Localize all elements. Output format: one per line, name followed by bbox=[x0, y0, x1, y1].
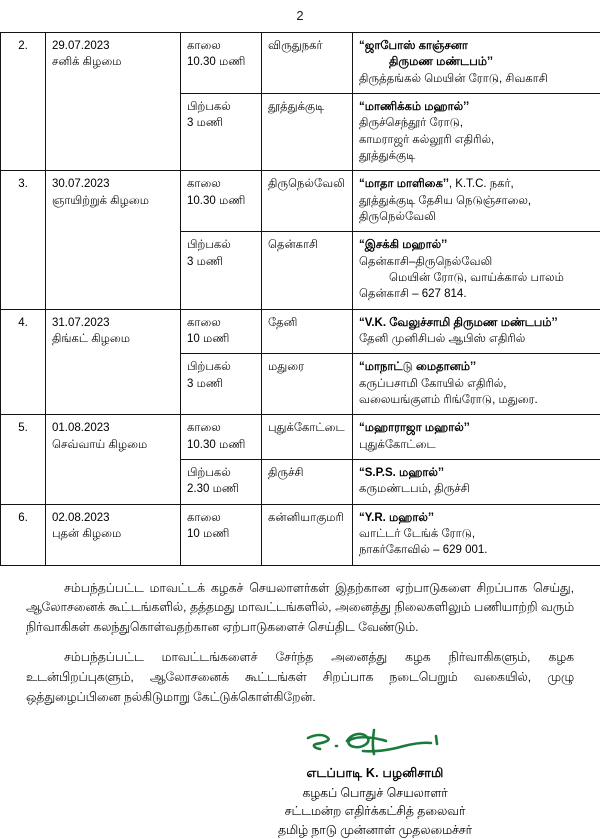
page-number: 2 bbox=[0, 0, 600, 32]
time-label: பிற்பகல் bbox=[187, 237, 255, 253]
row-venue-cell bbox=[353, 171, 600, 232]
venue-address-line: வலையங்குளம் ரிங்ரோடு, மதுரை. bbox=[359, 392, 599, 408]
row-date-cell bbox=[46, 504, 181, 565]
row-time-cell bbox=[181, 354, 262, 415]
venue-name: “மாதா மாளிகை’’ bbox=[359, 178, 449, 190]
time-value: 2.30 மணி bbox=[187, 481, 255, 497]
time-label: பிற்பகல் bbox=[187, 465, 255, 481]
venue-name: “Y.R. மஹால்’’ bbox=[359, 510, 599, 526]
row-date: 31.07.2023 bbox=[52, 315, 174, 331]
signatory-title-2: சட்டமன்ற எதிர்க்கட்சித் தலைவர் bbox=[278, 802, 472, 820]
table-row bbox=[1, 309, 600, 354]
time-label: காலை bbox=[187, 315, 255, 331]
row-time-cell bbox=[181, 309, 262, 354]
row-day: சனிக் கிழமை bbox=[52, 54, 174, 70]
row-time-cell bbox=[181, 171, 262, 232]
row-day: ஞாயிற்றுக் கிழமை bbox=[52, 193, 174, 209]
row-date-cell bbox=[46, 415, 181, 504]
venue-address-line: கருமண்டபம், திருச்சி bbox=[359, 481, 599, 497]
venue-address-line: தூத்துக்குடி தேசிய நெடுஞ்சாலை, bbox=[359, 193, 599, 209]
row-serial-number: 6. bbox=[1, 504, 46, 565]
row-date: 02.08.2023 bbox=[52, 510, 174, 526]
venue-name-line2: திருமண மண்டபம்’’ bbox=[359, 54, 599, 70]
venue-address-line: புதுக்கோட்டை bbox=[359, 437, 599, 453]
row-time-cell bbox=[181, 93, 262, 170]
row-serial-number: 4. bbox=[1, 309, 46, 415]
venue-name: “மஹாராஜா மஹால்’’ bbox=[359, 420, 599, 436]
row-serial-number: 5. bbox=[1, 415, 46, 504]
row-venue-cell bbox=[353, 232, 600, 309]
row-place: கன்னியாகுமரி bbox=[262, 504, 353, 565]
venue-address-line: மெயின் ரோடு, வாய்க்கால் பாலம் bbox=[359, 270, 599, 286]
row-place: திருச்சி bbox=[262, 459, 353, 504]
row-time-cell bbox=[181, 33, 262, 94]
time-value: 10.30 மணி bbox=[187, 54, 255, 70]
venue-name: “மாநாட்டு மைதானம்’’ bbox=[359, 359, 599, 375]
venue-address-line: திருச்செந்தூர் ரோடு, bbox=[359, 115, 599, 131]
row-day: புதன் கிழமை bbox=[52, 526, 174, 542]
row-date-cell bbox=[46, 33, 181, 171]
row-venue-cell bbox=[353, 33, 600, 94]
venue-address-line: தேனி முனிசிபல் ஆபிஸ் எதிரில் bbox=[359, 331, 599, 347]
row-day: திங்கட் கிழமை bbox=[52, 331, 174, 347]
row-venue-cell bbox=[353, 459, 600, 504]
time-value: 3 மணி bbox=[187, 115, 255, 131]
venue-name: “V.K. வேலுச்சாமி திருமண மண்டபம்’’ bbox=[359, 315, 599, 331]
time-label: காலை bbox=[187, 510, 255, 526]
venue-name-suffix: , K.T.C. நகர், bbox=[449, 178, 514, 190]
table-row bbox=[1, 33, 600, 94]
row-serial-number: 3. bbox=[1, 171, 46, 309]
venue-address-line: வாட்டர் டேங்க் ரோடு, bbox=[359, 526, 599, 542]
row-venue-cell bbox=[353, 93, 600, 170]
venue-address-line: நாகர்கோவில் – 629 001. bbox=[359, 542, 599, 558]
row-time-cell bbox=[181, 232, 262, 309]
body-copy bbox=[26, 566, 574, 708]
time-value: 10 மணி bbox=[187, 526, 255, 542]
venue-address-line: கருப்பசாமி கோயில் எதிரில், bbox=[359, 376, 599, 392]
schedule-table bbox=[0, 32, 600, 566]
venue-name: “S.P.S. மஹால்’’ bbox=[359, 465, 599, 481]
time-value: 3 மணி bbox=[187, 376, 255, 392]
table-row bbox=[1, 171, 600, 232]
row-place: தூத்துக்குடி bbox=[262, 93, 353, 170]
time-label: காலை bbox=[187, 176, 255, 192]
venue-name: “மாணிக்கம் மஹால்’’ bbox=[359, 99, 599, 115]
row-place: திருநெல்வேலி bbox=[262, 171, 353, 232]
row-place: தென்காசி bbox=[262, 232, 353, 309]
row-day: செவ்வாய் கிழமை bbox=[52, 437, 174, 453]
row-place: மதுரை bbox=[262, 354, 353, 415]
row-venue-cell bbox=[353, 415, 600, 460]
time-value: 10.30 மணி bbox=[187, 193, 255, 209]
row-venue-cell bbox=[353, 309, 600, 354]
row-time-cell bbox=[181, 459, 262, 504]
signatory-title-3: தமிழ் நாடு முன்னாள் முதலமைச்சர் bbox=[278, 821, 472, 839]
paragraph-request: சம்பந்தப்பட்ட மாவட்டங்களைச் சேர்ந்த அனைத்து கழக நிர்வாகிகளும், கழக உடன்பிறப்புகளும், ஆலோசனைக் கூட்டங்கள் சிறப்பாக நடைபெறும் வகையில், முழு ஒத்துழைப்பினை நல்கிடுமாறு கேட்டுக்கொள்கிறேன். bbox=[26, 648, 574, 708]
venue-address-line: காமராஜர் கல்லூரி எதிரில், bbox=[359, 132, 599, 148]
row-time-cell bbox=[181, 504, 262, 565]
signature-image bbox=[278, 724, 472, 764]
row-time-cell bbox=[181, 415, 262, 460]
signatory-title-1: கழகப் பொதுச் செயலாளர் bbox=[278, 784, 472, 802]
table-row bbox=[1, 504, 600, 565]
row-date-cell bbox=[46, 309, 181, 415]
time-value: 10.30 மணி bbox=[187, 437, 255, 453]
venue-address-line: திருத்தங்கல் மெயின் ரோடு, சிவகாசி bbox=[359, 71, 599, 87]
row-place: தேனி bbox=[262, 309, 353, 354]
venue-name: “ஜாபோஸ் காஞ்சனா bbox=[359, 38, 599, 54]
venue-address-line: தூத்துக்குடி bbox=[359, 148, 599, 164]
time-value: 10 மணி bbox=[187, 331, 255, 347]
row-venue-cell bbox=[353, 354, 600, 415]
row-serial-number: 2. bbox=[1, 33, 46, 171]
row-venue-cell bbox=[353, 504, 600, 565]
time-label: பிற்பகல் bbox=[187, 359, 255, 375]
row-date: 01.08.2023 bbox=[52, 420, 174, 436]
time-value: 3 மணி bbox=[187, 254, 255, 270]
row-date: 29.07.2023 bbox=[52, 38, 174, 54]
row-place: விருதுநகர் bbox=[262, 33, 353, 94]
signatory-name: எடப்பாடி K. பழனிசாமி bbox=[278, 766, 472, 782]
time-label: காலை bbox=[187, 420, 255, 436]
venue-address-line: திருநெல்வேலி bbox=[359, 209, 599, 225]
table-row bbox=[1, 415, 600, 460]
paragraph-instructions: சம்பந்தப்பட்ட மாவட்டக் கழகச் செயலாளர்கள் இதற்கான ஏற்பாடுகளை சிறப்பாக செய்து, ஆலோசனைக் கூட்டங்களில், தத்தமது மாவட்டங்களில், அனைத்து நிலைகளிலும் பணியாற்றி வரும் நிர்வாகிகள் கலந்துகொள்வதற்கான ஏற்பாடுகளைச் செய்திட வேண்டும். bbox=[26, 579, 574, 639]
time-label: காலை bbox=[187, 38, 255, 54]
venue-address-line: தென்காசி – 627 814. bbox=[359, 286, 599, 302]
row-date-cell bbox=[46, 171, 181, 309]
row-place: புதுக்கோட்டை bbox=[262, 415, 353, 460]
signature-block bbox=[26, 718, 574, 839]
venue-address-line: தென்காசி–திருநெல்வேலி bbox=[359, 254, 599, 270]
venue-name: “இசக்கி மஹால்’’ bbox=[359, 237, 599, 253]
row-date: 30.07.2023 bbox=[52, 176, 174, 192]
time-label: பிற்பகல் bbox=[187, 99, 255, 115]
